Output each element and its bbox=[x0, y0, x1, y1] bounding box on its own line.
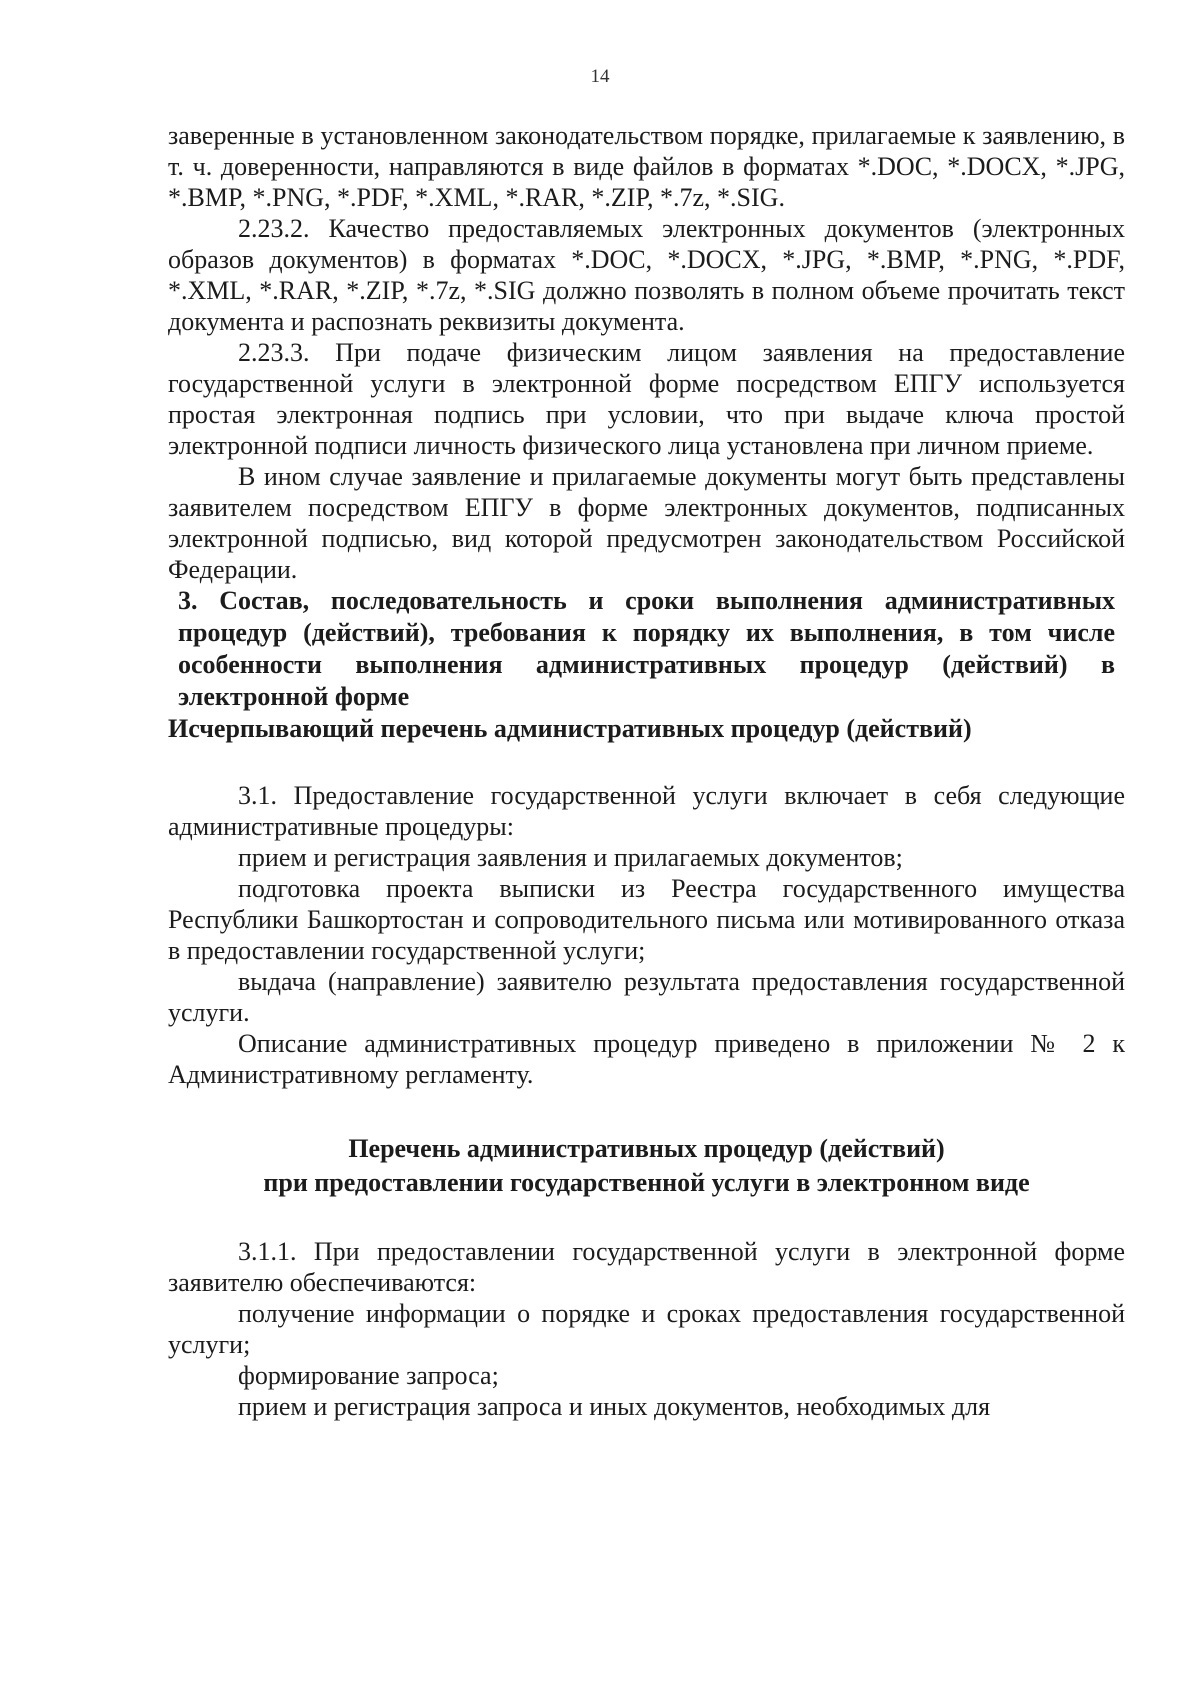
list-item: прием и регистрация запроса и иных документов, необходимых для bbox=[238, 1392, 991, 1421]
list-item: прием и регистрация заявления и прилагаемых документов; bbox=[238, 843, 903, 872]
paragraph-2-23-2: 2.23.2. Качество предоставляемых электронных документов (электронных образов документов) в форматах *.DOC, *.DOCX, *.JPG, *.BMP, *.PNG, *.PDF, *.XML, *.RAR, *.ZIP, *.7z, *.SIG должно позволять в полном объеме прочитать текст документа и распознать реквизиты документа. bbox=[168, 214, 1125, 336]
subheading-electronic-procedures bbox=[168, 1132, 1125, 1200]
paragraph: В ином случае заявление и прилагаемые документы могут быть представлены заявителем посредством ЕПГУ в форме электронных документов, подписанных электронной подписью, вид которой предусмотрен законодательством Российской Федерации. bbox=[168, 462, 1125, 584]
page-number: 14 bbox=[590, 66, 610, 87]
section-heading-3: 3. Состав, последовательность и сроки выполнения административных процедур (действий), требования к порядку их выполнения, в том числе особенности выполнения административных процедур (действий) в электронной форме bbox=[178, 586, 1115, 711]
list-item: формирование запроса; bbox=[238, 1361, 499, 1390]
document-body bbox=[168, 120, 1125, 1422]
list-item: получение информации о порядке и сроках предоставления государственной услуги; bbox=[168, 1299, 1125, 1359]
paragraph-3-1: 3.1. Предоставление государственной услуги включает в себя следующие административные процедуры: bbox=[168, 781, 1125, 841]
paragraph: Описание административных процедур приведено в приложении № 2 к Административному регламенту. bbox=[168, 1029, 1125, 1089]
subheading-line: Перечень административных процедур (действий) bbox=[348, 1134, 945, 1163]
paragraph: заверенные в установленном законодательством порядке, прилагаемые к заявлению, в т. ч. доверенности, направляются в виде файлов в форматах *.DOC, *.DOCX, *.JPG, *.BMP, *.PNG, *.PDF, *.XML, *.RAR, *.ZIP, *.7z, *.SIG. bbox=[168, 121, 1125, 212]
paragraph-2-23-3: 2.23.3. При подаче физическим лицом заявления на предоставление государственной услуги в электронной форме посредством ЕПГУ используется простая электронная подпись при условии, что при выдаче ключа простой электронной подписи личность физического лица установлена при личном приеме. bbox=[168, 338, 1125, 460]
list-item: подготовка проекта выписки из Реестра государственного имущества Республики Башкортостан и сопроводительного письма или мотивированного отказа в предоставлении государственной услуги; bbox=[168, 874, 1125, 965]
paragraph-3-1-1: 3.1.1. При предоставлении государственной услуги в электронной форме заявителю обеспечиваются: bbox=[168, 1237, 1125, 1297]
subheading-line: при предоставлении государственной услуги в электронном виде bbox=[263, 1168, 1030, 1197]
subheading-exhaustive-list: Исчерпывающий перечень административных процедур (действий) bbox=[168, 714, 972, 743]
list-item: выдача (направление) заявителю результата предоставления государственной услуги. bbox=[168, 967, 1125, 1027]
